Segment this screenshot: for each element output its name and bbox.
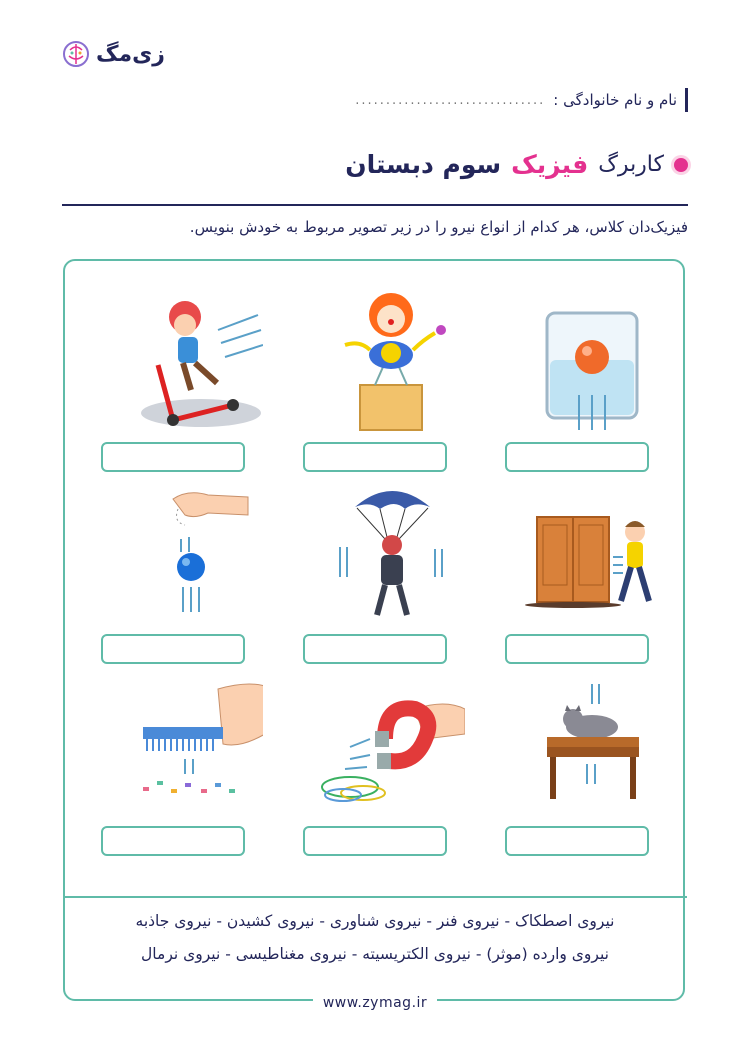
word-bank-line-1: نیروی اصطکاک - نیروی فنر - نیروی شناوری - نیروی کشیدن - نیروی جاذبه: [135, 912, 615, 930]
logo: [62, 40, 165, 68]
instruction-text: فیزیک‌دان کلاس، هر کدام از انواع نیرو را در زیر تصویر مربوط به خودش بنویس.: [189, 218, 688, 236]
glass-of-water-with-ball-icon: [517, 285, 667, 435]
brain-icon: [62, 40, 90, 68]
word-bank-line-2: نیروی وارده (موثر) - نیروی الکتریسیته - نیروی مغناطیسی - نیروی نرمال: [141, 945, 609, 963]
page-title: [345, 150, 688, 179]
footer-url[interactable]: www.zymag.ir: [313, 995, 437, 1011]
exercise-3: [83, 285, 293, 485]
hand-comb-paper-bits-icon: [113, 669, 263, 819]
title-prefix: کاربرگ: [598, 152, 664, 177]
answer-box-6[interactable]: [101, 634, 245, 664]
exercise-9: [83, 669, 293, 869]
answer-box-1[interactable]: [505, 442, 649, 472]
exercise-2: [285, 285, 495, 485]
answer-box-9[interactable]: [101, 826, 245, 856]
exercise-6: [83, 477, 293, 677]
exercise-7: [487, 669, 697, 869]
name-label: نام و نام خانوادگی :: [553, 91, 677, 109]
exercise-8: [285, 669, 495, 869]
footer: [0, 992, 750, 1011]
answer-box-8[interactable]: [303, 826, 447, 856]
exercise-5: [285, 477, 495, 677]
girl-on-scooter-icon: [113, 285, 263, 435]
brand-name: زی‌مگ: [96, 41, 165, 67]
hand-dropping-ball-icon: [113, 477, 263, 627]
answer-box-3[interactable]: [101, 442, 245, 472]
name-bar: [685, 88, 688, 112]
student-name-field: [355, 88, 688, 112]
title-highlight: فیزیک: [511, 150, 589, 179]
title-bullet-icon: [674, 158, 688, 172]
jack-in-the-box-clown-icon: [315, 285, 465, 435]
cat-on-table-icon: [517, 669, 667, 819]
exercise-1: [487, 285, 697, 485]
parachutist-icon: [315, 477, 465, 627]
title-suffix: سوم دبستان: [345, 150, 502, 179]
title-divider: [62, 204, 688, 206]
name-dots: ...............................: [355, 92, 546, 108]
word-bank-divider: [63, 896, 687, 898]
answer-box-4[interactable]: [505, 634, 649, 664]
answer-box-2[interactable]: [303, 442, 447, 472]
exercise-4: [487, 477, 697, 677]
answer-box-5[interactable]: [303, 634, 447, 664]
answer-box-7[interactable]: [505, 826, 649, 856]
hand-magnet-paperclips-icon: [315, 669, 465, 819]
boy-pushing-cabinet-icon: [517, 477, 667, 627]
